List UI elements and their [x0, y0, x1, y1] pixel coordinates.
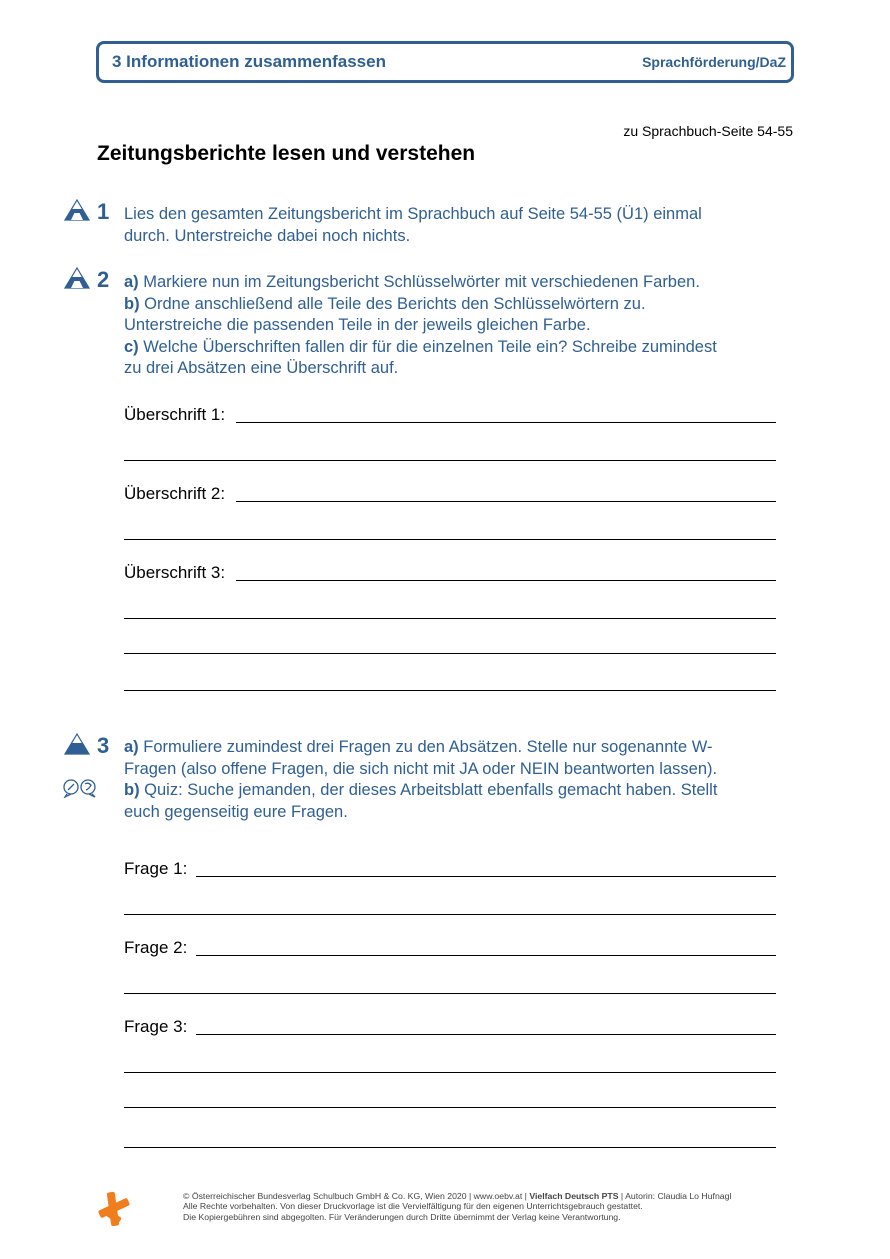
answer-line[interactable] [196, 1034, 776, 1035]
answer-line[interactable] [124, 993, 776, 994]
answer-line[interactable] [124, 653, 776, 654]
answer-line[interactable] [124, 1147, 776, 1148]
task2-instruction [124, 272, 717, 380]
footer-text: Alle Rechte vorbehalten. Von dieser Druckvorlage ist die Vervielfältigung für den eigenen Unterrichtsgebrauch gestattet. [183, 1201, 643, 1212]
task1-instruction [124, 204, 702, 247]
task2b-text: Unterstreiche die passenden Teile in der jeweils gleichen Farbe. [124, 316, 591, 334]
part-label: a) [124, 273, 139, 291]
part-label: a) [124, 738, 139, 756]
task3a-text: Formuliere zumindest drei Fragen zu den Absätzen. Stelle nur sogenannte W- [143, 738, 713, 756]
task2b-text: Ordne anschließend alle Teile des Berichts den Schlüsselwörtern zu. [144, 294, 646, 313]
question-field-label: Frage 3: [124, 1017, 188, 1036]
answer-line[interactable] [236, 501, 776, 502]
page-title: Zeitungsberichte lesen und verstehen [97, 142, 476, 165]
answer-line[interactable] [124, 1107, 776, 1108]
level-pyramid-icon [64, 267, 90, 294]
footer-text: © Österreichischer Bundesverlag Schulbuch GmbH & Co. KG, Wien 2020 | www.oebv.at | [183, 1191, 530, 1201]
answer-line[interactable] [196, 876, 776, 877]
task1-line: Lies den gesamten Zeitungsbericht im Sprachbuch auf Seite 54-55 (Ü1) einmal [124, 205, 702, 223]
answer-line[interactable] [124, 914, 776, 915]
level-pyramid-icon [64, 733, 90, 760]
footer-text: Die Kopiergebühren sind abgegolten. Für Veränderungen durch Dritte übernimmt der Verlag keine Verantwortung. [183, 1211, 621, 1222]
level-pyramid-icon [64, 199, 90, 226]
chapter-title: 3 Informationen zusammenfassen [112, 52, 386, 71]
heading-field-label: Überschrift 1: [124, 405, 226, 424]
task3b-text: Quiz: Suche jemanden, der dieses Arbeitsblatt ebenfalls gemacht haben. Stellt [144, 781, 718, 799]
footer-text: | Autorin: Claudia Lo Hufnagl [618, 1191, 732, 1201]
task-number: 2 [97, 267, 110, 292]
task-number: 1 [97, 199, 110, 224]
part-label: c) [124, 337, 139, 356]
task-number: 3 [97, 733, 110, 758]
page-reference: zu Sprachbuch-Seite 54-55 [623, 123, 793, 139]
part-label: b) [124, 781, 140, 799]
footer-copyright [183, 1191, 731, 1222]
answer-line[interactable] [124, 460, 776, 461]
heading-field-label: Überschrift 3: [124, 563, 226, 582]
answer-line[interactable] [124, 690, 776, 691]
task1-line: durch. Unterstreiche dabei noch nichts. [124, 226, 411, 245]
partner-work-icon [62, 778, 98, 803]
task2c-text: Welche Überschriften fallen dir für die einzelnen Teile ein? Schreibe zumindest [143, 337, 717, 356]
task2c-text: zu drei Absätzen eine Überschrift auf. [124, 359, 399, 377]
question-field-label: Frage 1: [124, 859, 188, 878]
answer-line[interactable] [236, 580, 776, 581]
answer-line[interactable] [236, 422, 776, 423]
subject-label: Sprachförderung/DaZ [642, 54, 786, 70]
answer-line[interactable] [124, 618, 776, 619]
answer-line[interactable] [124, 539, 776, 540]
part-label: b) [124, 294, 140, 313]
task3-instruction [124, 737, 717, 823]
footer-book-title: Vielfach Deutsch PTS [529, 1191, 619, 1201]
task3b-text: euch gegenseitig eure Fragen. [124, 802, 348, 821]
task3a-text: Fragen (also offene Fragen, die sich nicht mit JA oder NEIN beantworten lassen). [124, 759, 718, 778]
answer-line[interactable] [196, 955, 776, 956]
task2a-text: Markiere nun im Zeitungsbericht Schlüsselwörter mit verschiedenen Farben. [143, 273, 700, 291]
question-field-label: Frage 2: [124, 938, 188, 957]
oebv-logo-icon [96, 1190, 132, 1233]
answer-line[interactable] [124, 1072, 776, 1073]
heading-field-label: Überschrift 2: [124, 484, 226, 503]
